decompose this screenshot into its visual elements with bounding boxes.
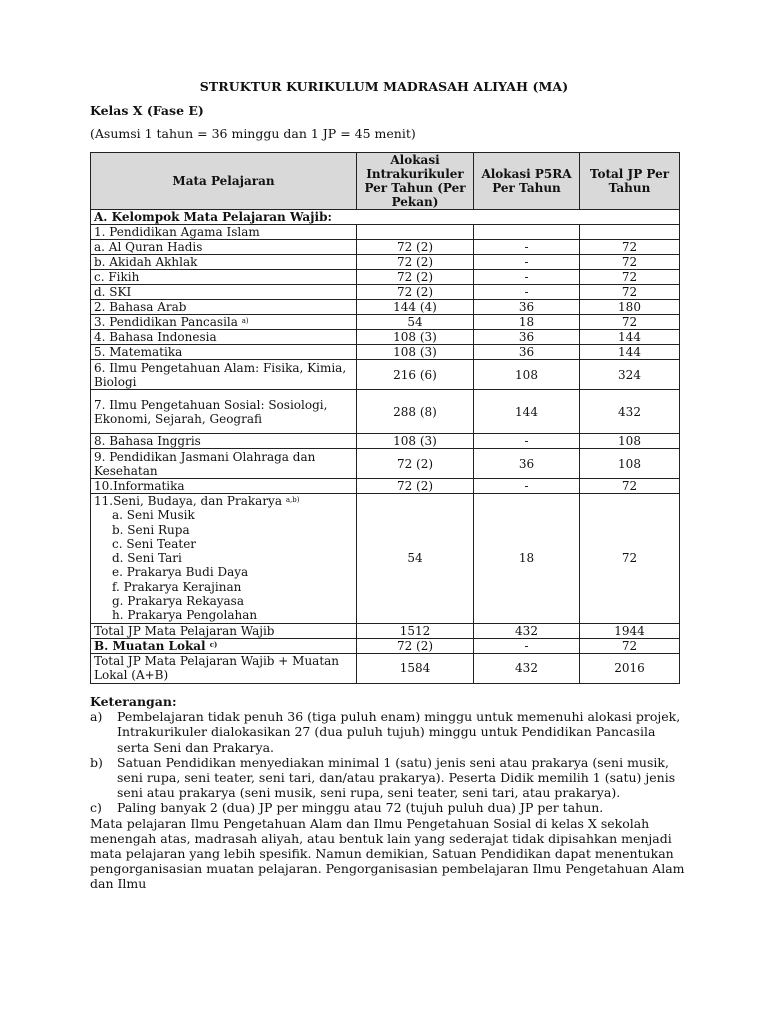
- table-row: [91, 330, 680, 345]
- row-p5ra: 18: [474, 315, 580, 330]
- asumsi-note: (Asumsi 1 tahun = 36 minggu dan 1 JP = 45 menit): [90, 126, 416, 141]
- note-key: c): [90, 800, 102, 816]
- row-total: 144: [580, 345, 680, 360]
- seni-label: 11.Seni, Budaya, dan Prakarya: [94, 494, 282, 508]
- row-total: 72: [580, 494, 680, 624]
- row-name: a. Al Quran Hadis: [91, 240, 357, 255]
- row-total: 432: [580, 390, 680, 434]
- seni-item: g. Prakarya Rekayasa: [112, 594, 244, 609]
- table-row: [91, 225, 680, 240]
- keterangan-label: Keterangan:: [90, 694, 177, 709]
- row-p5ra: -: [474, 285, 580, 300]
- row-intra: 144 (4): [357, 300, 474, 315]
- row-total: 72: [580, 270, 680, 285]
- row-total: 72: [580, 315, 680, 330]
- table-row: [91, 449, 680, 479]
- note-item: [90, 800, 690, 815]
- row-name: 7. Ilmu Pengetahuan Sosial: Sosiologi, Ekonomi, Sejarah, Geografi: [91, 390, 357, 434]
- note-text: Pembelajaran tidak penuh 36 (tiga puluh enam) minggu untuk memenuhi alokasi projek, Intrakurikuler dialokasikan 27 (dua puluh tujuh) minggu untuk Pendidikan Pancasila serta Seni dan Prakarya.: [117, 709, 681, 755]
- row-total: 72: [580, 638, 680, 653]
- seni-item: a. Seni Musik: [112, 508, 195, 523]
- row-name-cell: [91, 315, 357, 330]
- row-name: Total JP Mata Pelajaran Wajib + Muatan Lokal (A+B): [91, 653, 357, 683]
- row-p5ra: -: [474, 479, 580, 494]
- row-total: 2016: [580, 653, 680, 683]
- row-intra: 72 (2): [357, 255, 474, 270]
- row-name: 9. Pendidikan Jasmani Olahraga dan Kesehatan: [91, 449, 357, 479]
- row-name: B. Muatan Lokal: [94, 638, 206, 653]
- row-intra: 1584: [357, 653, 474, 683]
- row-p5ra: 36: [474, 345, 580, 360]
- row-name: 4. Bahasa Indonesia: [91, 330, 357, 345]
- row-intra: 72 (2): [357, 240, 474, 255]
- table-row: [91, 390, 680, 434]
- row-p5ra: -: [474, 434, 580, 449]
- table-row: [91, 285, 680, 300]
- seni-item: h. Prakarya Pengolahan: [112, 608, 258, 623]
- total-wajib-row: [91, 623, 680, 638]
- row-total: 108: [580, 434, 680, 449]
- note-item: [90, 755, 690, 801]
- header-intra: Alokasi Intrakurikuler Per Tahun (Per Pekan): [357, 153, 474, 210]
- row-total: 324: [580, 360, 680, 390]
- row-intra: 72 (2): [357, 285, 474, 300]
- kelas-heading: Kelas X (Fase E): [90, 103, 204, 118]
- row-name: 3. Pendidikan Pancasila: [94, 315, 238, 329]
- muatan-lokal-row: [91, 638, 680, 653]
- row-intra: 72 (2): [357, 270, 474, 285]
- header-mapel: Mata Pelajaran: [91, 153, 357, 210]
- row-intra: 108 (3): [357, 434, 474, 449]
- row-intra: 1512: [357, 623, 474, 638]
- row-intra: 72 (2): [357, 638, 474, 653]
- row-total: 72: [580, 285, 680, 300]
- row-p5ra: -: [474, 255, 580, 270]
- row-name: d. SKI: [91, 285, 357, 300]
- row-p5ra: 18: [474, 494, 580, 624]
- curriculum-table: [90, 152, 680, 684]
- table-row: [91, 300, 680, 315]
- row-name: Total JP Mata Pelajaran Wajib: [91, 623, 357, 638]
- table-row: [91, 360, 680, 390]
- row-name: c. Fikih: [91, 270, 357, 285]
- total-all-row: [91, 653, 680, 683]
- note-item: [90, 709, 690, 755]
- row-p5ra: 36: [474, 449, 580, 479]
- group-a-label: A. Kelompok Mata Pelajaran Wajib:: [91, 210, 680, 225]
- row-total: 144: [580, 330, 680, 345]
- row-intra: 72 (2): [357, 479, 474, 494]
- row-name: 6. Ilmu Pengetahuan Alam: Fisika, Kimia, Biologi: [91, 360, 357, 390]
- seni-item: c. Seni Teater: [112, 536, 197, 551]
- document-title: STRUKTUR KURIKULUM MADRASAH ALIYAH (MA): [199, 79, 569, 94]
- note-key: a): [90, 709, 103, 725]
- row-total: 180: [580, 300, 680, 315]
- row-p5ra: 144: [474, 390, 580, 434]
- row-total: 108: [580, 449, 680, 479]
- note-text: Paling banyak 2 (dua) JP per minggu atau 72 (tujuh puluh dua) JP per tahun.: [117, 800, 604, 816]
- table-row: [91, 315, 680, 330]
- body-paragraph: Mata pelajaran Ilmu Pengetahuan Alam dan Ilmu Pengetahuan Sosial di kelas X sekolah menengah atas, madrasah aliyah, atau bentuk lain yang sederajat tidak dipisahkan menjadi mata pelajaran yang lebih spesifik. Namun demikian, Satuan Pendidikan dapat menentukan pengorganisasian muatan pelajaran. Pengorganisasian pembelajaran Ilmu Pengetahuan Alam dan Ilmu: [90, 815, 685, 892]
- row-name: b. Akidah Akhlak: [91, 255, 357, 270]
- keterangan-section: [90, 694, 690, 892]
- row-intra: 54: [357, 494, 474, 624]
- seni-item: d. Seni Tari: [112, 551, 182, 566]
- note-key: b): [90, 754, 103, 770]
- seni-item: b. Seni Rupa: [112, 522, 190, 537]
- row-intra: 288 (8): [357, 390, 474, 434]
- footnote-ref: c): [209, 639, 218, 649]
- table-row: [91, 270, 680, 285]
- group-a-row: [91, 210, 680, 225]
- row-name: 5. Matematika: [91, 345, 357, 360]
- table-row: [91, 434, 680, 449]
- row-p5ra: 36: [474, 300, 580, 315]
- seni-cell: [91, 494, 357, 624]
- seni-row: [91, 494, 680, 624]
- row-p5ra: 432: [474, 623, 580, 638]
- row-p5ra: 108: [474, 360, 580, 390]
- row-total: 72: [580, 479, 680, 494]
- row-intra: 54: [357, 315, 474, 330]
- seni-item: f. Prakarya Kerajinan: [112, 579, 242, 594]
- row-total: 1944: [580, 623, 680, 638]
- table-row: [91, 255, 680, 270]
- row-intra: 108 (3): [357, 330, 474, 345]
- table-row: [91, 479, 680, 494]
- row-p5ra: 432: [474, 653, 580, 683]
- header-total: Total JP Per Tahun: [580, 153, 680, 210]
- seni-item: e. Prakarya Budi Daya: [112, 565, 249, 580]
- row-name: 2. Bahasa Arab: [91, 300, 357, 315]
- note-text: Satuan Pendidikan menyediakan minimal 1 (satu) jenis seni atau prakarya (seni musik, seni rupa, seni teater, seni tari, dan/atau prakarya). Peserta Didik memilih 1 (satu) jenis seni atau prakarya (seni musik, seni rupa, seni teater, seni tari, atau prakarya).: [117, 754, 676, 801]
- row-intra: 216 (6): [357, 360, 474, 390]
- row-p5ra: -: [474, 270, 580, 285]
- table-row: [91, 240, 680, 255]
- table-row: [91, 345, 680, 360]
- pai-label: 1. Pendidikan Agama Islam: [91, 225, 357, 240]
- row-intra: 108 (3): [357, 345, 474, 360]
- row-p5ra: -: [474, 240, 580, 255]
- row-total: 72: [580, 240, 680, 255]
- row-name: 8. Bahasa Inggris: [91, 434, 357, 449]
- row-p5ra: 36: [474, 330, 580, 345]
- header-p5ra: Alokasi P5RA Per Tahun: [474, 153, 580, 210]
- row-p5ra: -: [474, 638, 580, 653]
- row-name-cell: [91, 638, 357, 653]
- footnote-ref: a): [241, 317, 249, 325]
- table-header-row: [91, 153, 680, 210]
- footnote-ref: a,b): [285, 496, 300, 504]
- row-name: 10.Informatika: [91, 479, 357, 494]
- row-total: 72: [580, 255, 680, 270]
- row-intra: 72 (2): [357, 449, 474, 479]
